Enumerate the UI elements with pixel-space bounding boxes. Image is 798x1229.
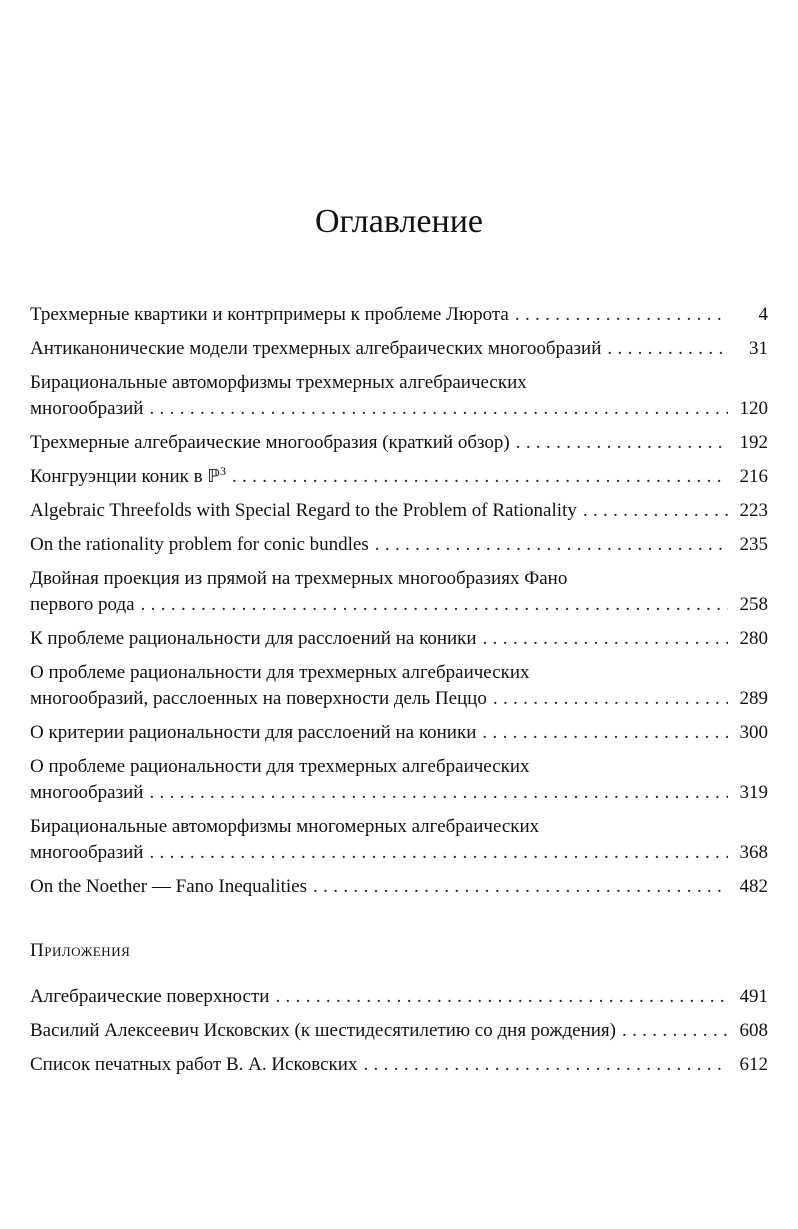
toc-entry-title: On the Noether — Fano Inequalities	[30, 876, 308, 897]
dot-leader	[515, 302, 728, 328]
toc-entry	[30, 984, 768, 1010]
toc-page-number: 300	[739, 722, 768, 743]
toc-entry-title-line1: Бирациональные автоморфизмы многомерных алгебраических	[30, 816, 540, 837]
toc-entry-title-line1: О проблеме рациональности для трехмерных алгебраических	[30, 756, 530, 777]
toc-page-number: 235	[739, 534, 768, 555]
toc-entry-title: Трехмерные алгебраические многообразия (краткий обзор)	[30, 432, 510, 453]
toc-entry-title: многообразий	[30, 842, 144, 863]
toc-entry-title-line1: Бирациональные автоморфизмы трехмерных алгебраических	[30, 372, 527, 393]
toc-entry-title: многообразий	[30, 782, 144, 803]
dot-leader	[516, 430, 728, 456]
toc-entry-title: Алгебраические поверхности	[30, 986, 270, 1007]
dot-leader	[149, 396, 728, 422]
toc-entry-title: Василий Алексеевич Исковских (к шестидесятилетию со дня рождения)	[30, 1020, 616, 1041]
toc-page-number: 608	[739, 1020, 768, 1041]
toc-entry-title: первого рода	[30, 594, 135, 615]
toc-page-number: 491	[739, 986, 768, 1007]
toc-entry-title: On the rationality problem for conic bundles	[30, 534, 369, 555]
dot-leader	[275, 984, 728, 1010]
toc-entry	[30, 532, 768, 558]
toc-entry-title-line1: Двойная проекция из прямой на трехмерных многообразиях Фано	[30, 568, 568, 589]
toc-page-number: 216	[739, 466, 768, 487]
toc-page-number: 319	[739, 782, 768, 803]
appendix-heading: Приложения	[30, 940, 131, 961]
dot-leader	[583, 498, 728, 524]
toc-entry	[30, 1052, 768, 1078]
toc-entry-title: К проблеме рациональности для расслоений на коники	[30, 628, 477, 649]
toc-page-number: 258	[739, 594, 768, 615]
page-title: Оглавление	[315, 203, 483, 240]
toc-entry	[30, 626, 768, 652]
toc-page-number: 4	[758, 304, 768, 325]
dot-leader	[375, 532, 728, 558]
dot-leader	[363, 1052, 728, 1078]
toc-page-number: 482	[739, 876, 768, 897]
toc-entry	[30, 720, 768, 746]
toc-entry-title-line1: О проблеме рациональности для трехмерных алгебраических	[30, 662, 530, 683]
toc-page-number: 280	[739, 628, 768, 649]
dot-leader	[607, 336, 728, 362]
toc-page-number: 223	[739, 500, 768, 521]
toc-entry-title-text: Конгруэнции коник в	[30, 466, 203, 487]
toc-entry	[30, 1018, 768, 1044]
toc-page-number: 192	[739, 432, 768, 453]
toc-page-number: 120	[739, 398, 768, 419]
toc-entry	[30, 660, 768, 712]
toc-entry-title: Список печатных работ В. А. Исковских	[30, 1054, 358, 1075]
dot-leader	[313, 874, 728, 900]
toc-entry	[30, 754, 768, 806]
dot-leader	[141, 592, 728, 618]
dot-leader	[622, 1018, 728, 1044]
toc-entry	[30, 430, 768, 456]
toc-entry	[30, 336, 768, 362]
toc-entry-title: многообразий	[30, 398, 144, 419]
dot-leader	[483, 626, 728, 652]
dot-leader	[149, 780, 728, 806]
toc-entry-title: Трехмерные квартики и контрпримеры к проблеме Люрота	[30, 304, 509, 325]
toc-page-number: 612	[739, 1054, 768, 1075]
toc-entry	[30, 814, 768, 866]
table-of-contents	[30, 302, 768, 1086]
toc-page-number: 368	[739, 842, 768, 863]
toc-entry	[30, 302, 768, 328]
dot-leader	[482, 720, 728, 746]
toc-entry	[30, 566, 768, 618]
toc-entry	[30, 464, 768, 490]
toc-entry-title: Algebraic Threefolds with Special Regard to the Problem of Rationality	[30, 500, 577, 521]
toc-entry-title: Антиканонические модели трехмерных алгебраических многообразий	[30, 338, 602, 359]
toc-page-number: 289	[739, 688, 768, 709]
toc-entry	[30, 498, 768, 524]
projective-space-symbol: ℙ	[207, 466, 220, 487]
dot-leader	[149, 840, 728, 866]
toc-page-number: 31	[749, 338, 768, 359]
dot-leader	[232, 464, 728, 490]
superscript: 3	[219, 464, 226, 478]
dot-leader	[493, 686, 728, 712]
toc-entry-title: О критерии рациональности для расслоений на коники	[30, 722, 477, 743]
toc-entry	[30, 874, 768, 900]
toc-entry	[30, 370, 768, 422]
toc-entry-title	[30, 464, 226, 490]
toc-entry-title: многообразий, расслоенных на поверхности дель Пеццо	[30, 688, 487, 709]
